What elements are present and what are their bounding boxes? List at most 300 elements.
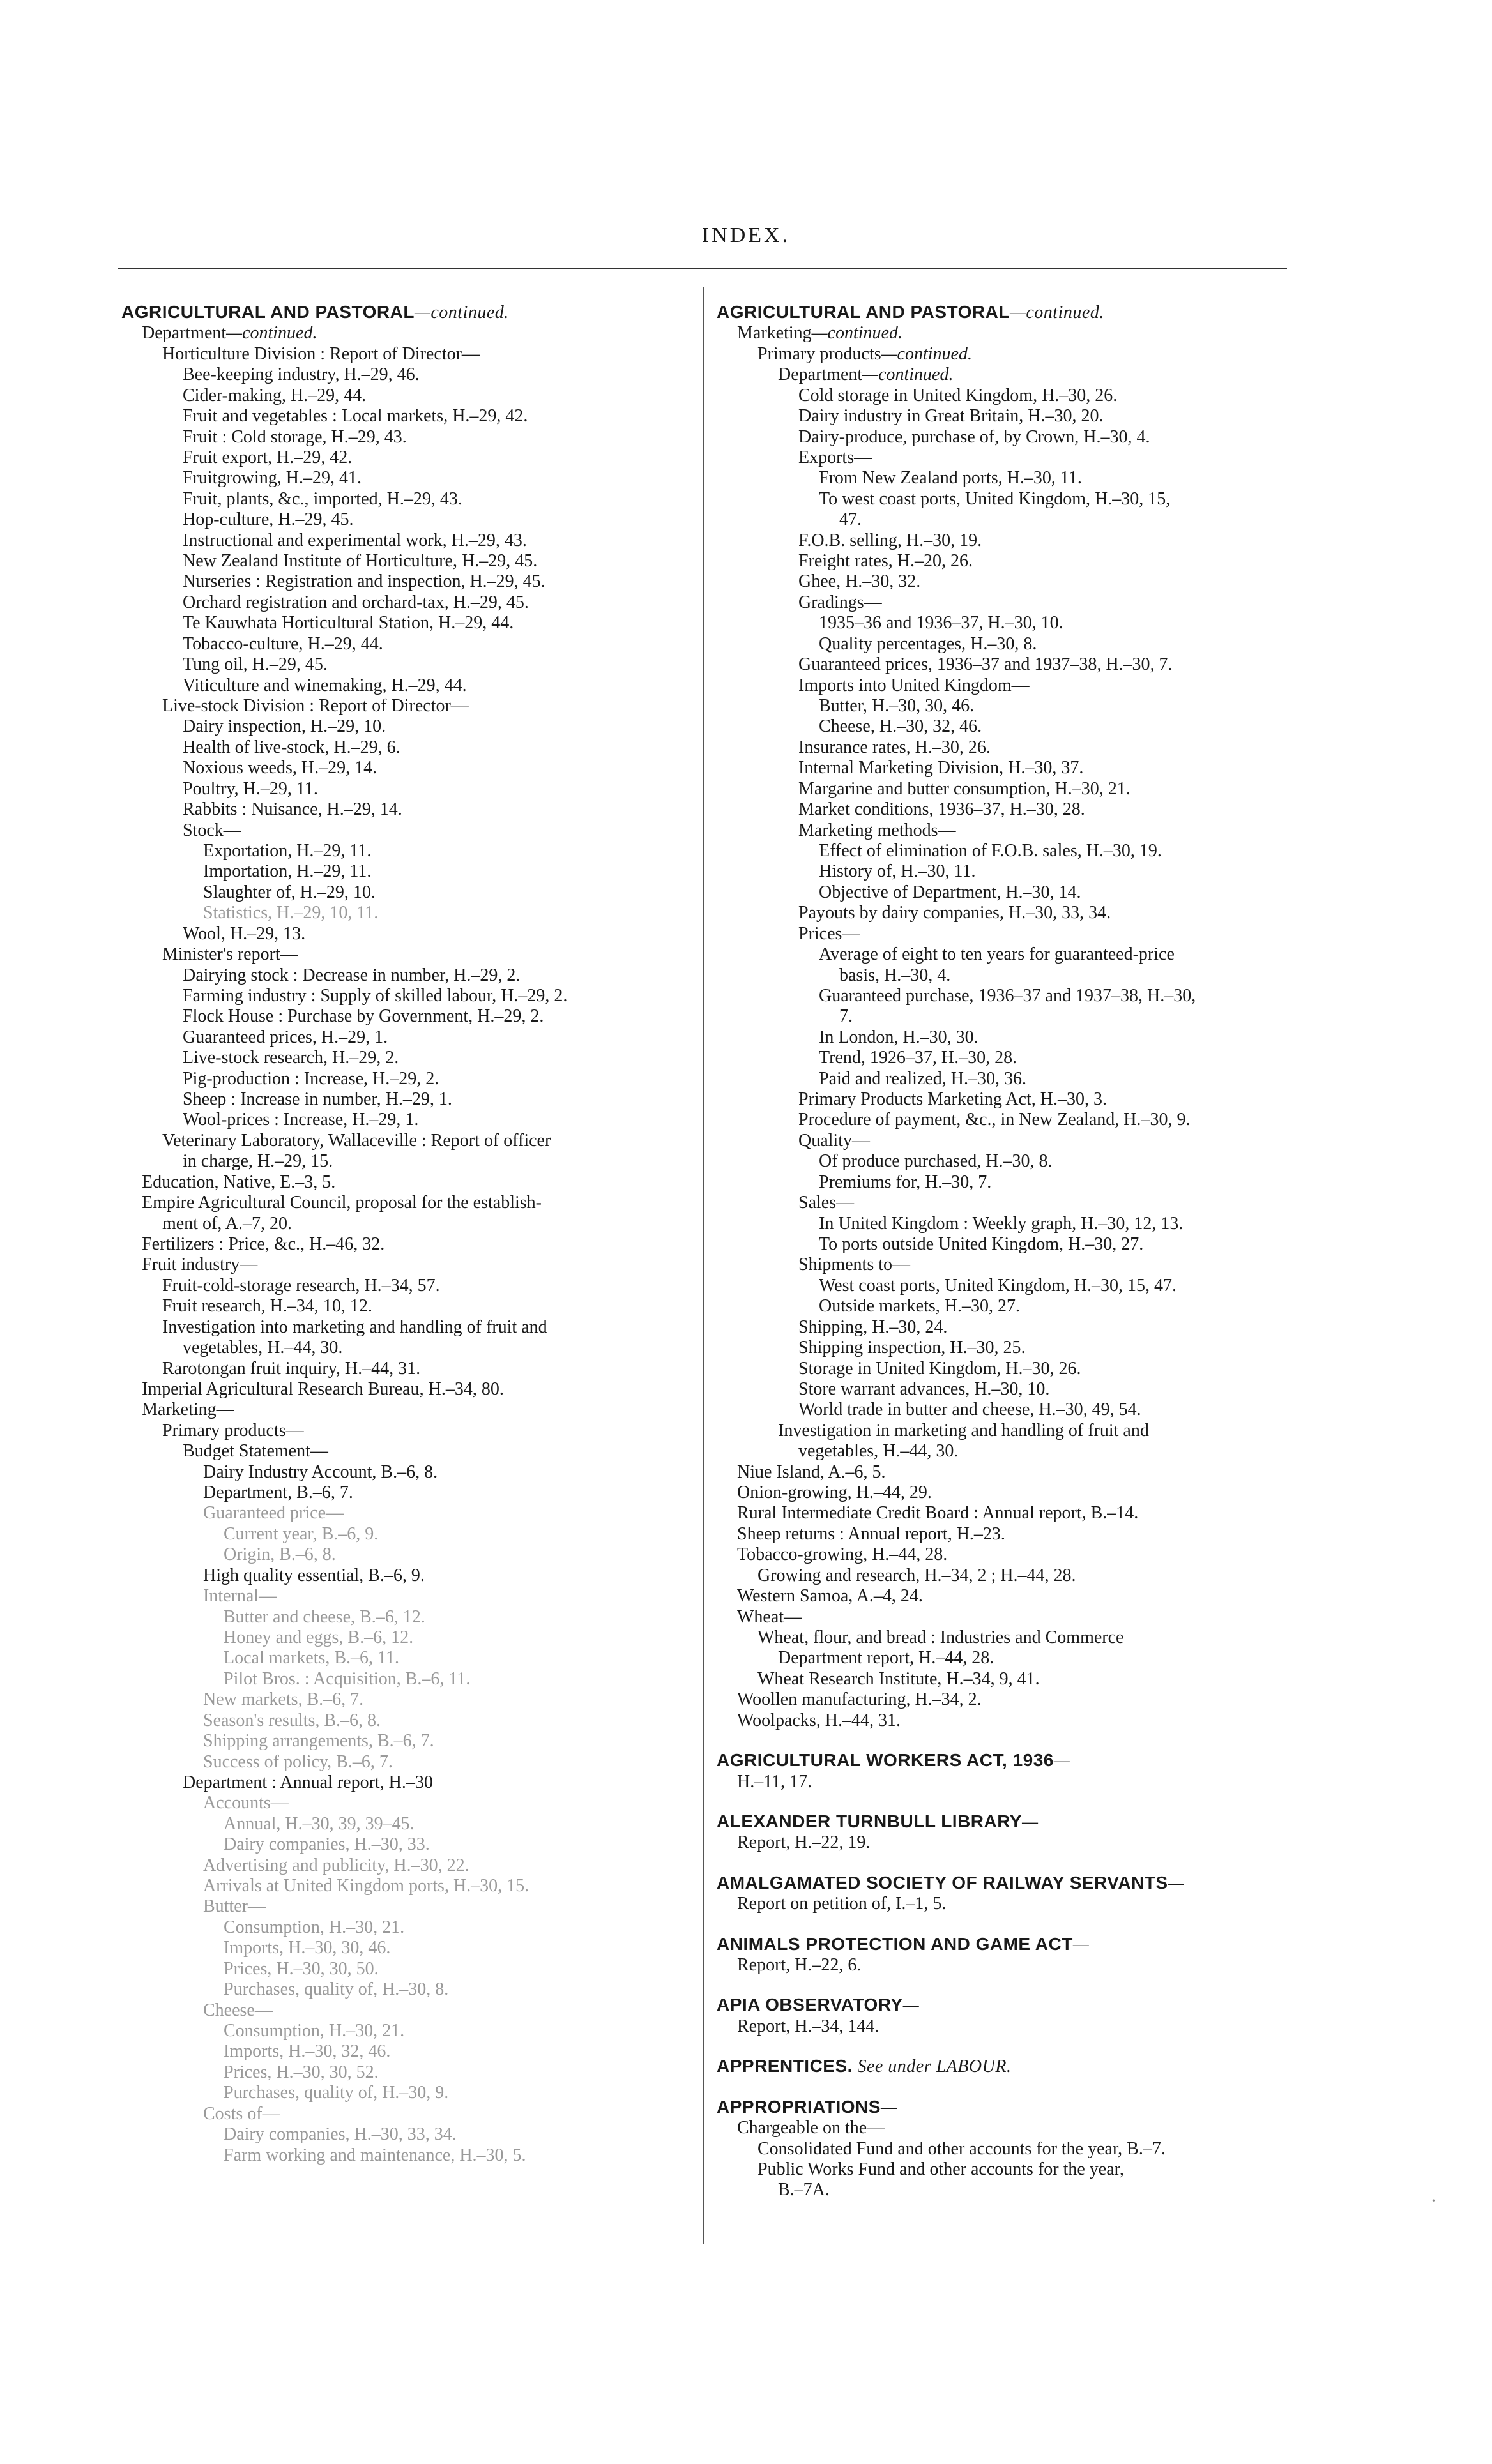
- entry-text: World trade in butter and cheese, H.–30, 49, 54.: [798, 1400, 1141, 1420]
- index-entry: [717, 861, 1291, 882]
- index-entry: [717, 924, 1291, 944]
- entry-text: Horticulture Division : Report of Director—: [162, 344, 480, 364]
- index-entry: [121, 1089, 683, 1110]
- index-entry: [717, 986, 1291, 1006]
- index-entry: [121, 1917, 683, 1938]
- index-entry: [717, 1648, 1291, 1668]
- index-entry: [121, 1317, 683, 1338]
- index-entry: [121, 1896, 683, 1917]
- entry-text: Viticulture and winemaking, H.–29, 44.: [183, 675, 467, 695]
- index-entry: [121, 427, 683, 448]
- entry-text: AMALGAMATED SOCIETY OF RAILWAY SERVANTS: [717, 1872, 1168, 1893]
- index-entry: [121, 1959, 683, 1979]
- index-entry: [717, 2159, 1291, 2180]
- index-entry: [717, 1894, 1291, 1914]
- entry-text: Dairy-produce, purchase of, by Crown, H.–30, 4.: [798, 427, 1150, 447]
- index-entry: [717, 1359, 1291, 1379]
- index-entry: [121, 1483, 683, 1503]
- entry-continuation: —: [1053, 1751, 1070, 1771]
- entry-text: Payouts by dairy companies, H.–30, 33, 34.: [798, 903, 1111, 923]
- entry-text: Fertilizers : Price, &c., H.–46, 32.: [142, 1234, 385, 1254]
- entry-text: Prices—: [798, 923, 860, 944]
- entry-text: APPROPRIATIONS: [717, 2096, 881, 2117]
- index-heading: [717, 2097, 1291, 2118]
- index-entry: [717, 365, 1291, 385]
- index-entry: [121, 779, 683, 799]
- index-entry: [121, 1586, 683, 1606]
- entry-text: Sheep : Increase in number, H.–29, 1.: [183, 1089, 452, 1110]
- index-entry: [121, 1296, 683, 1317]
- entry-text: Current year, B.–6, 9.: [224, 1523, 379, 1544]
- entry-text: Bee-keeping industry, H.–29, 46.: [183, 365, 420, 385]
- entry-text: Department : Annual report, H.–30: [183, 1772, 433, 1792]
- index-entry: [717, 1711, 1291, 1731]
- entry-text: Minister's report—: [162, 944, 298, 965]
- entry-text: APPRENTICES.: [717, 2056, 853, 2076]
- index-entry: [121, 1359, 683, 1379]
- entry-text: Orchard registration and orchard-tax, H.–29, 45.: [183, 592, 529, 612]
- index-entry: [121, 903, 683, 923]
- entry-text: ment of, A.–7, 20.: [162, 1213, 292, 1234]
- entry-text: Guaranteed purchase, 1936–37 and 1937–38, H.–30,: [819, 985, 1196, 1006]
- entry-text: AGRICULTURAL AND PASTORAL: [121, 302, 415, 322]
- index-entry: [121, 1503, 683, 1523]
- index-entry: [121, 613, 683, 633]
- index-entry: [717, 427, 1291, 448]
- index-entry: [717, 1255, 1291, 1275]
- index-entry: [717, 737, 1291, 758]
- index-entry: [717, 489, 1291, 510]
- index-entry: [121, 1648, 683, 1668]
- entry-continuation: —: [1022, 1811, 1039, 1832]
- entry-text: Wheat, flour, and bread : Industries and Commerce: [757, 1628, 1124, 1647]
- entry-text: Western Samoa, A.–4, 24.: [737, 1586, 923, 1606]
- entry-text: Tobacco-growing, H.–44, 28.: [737, 1545, 948, 1565]
- right-column: [717, 302, 1291, 2201]
- page-title: INDEX.: [701, 223, 791, 247]
- index-entry: [121, 1006, 683, 1027]
- index-entry: [717, 965, 1291, 986]
- index-entry: [717, 510, 1291, 530]
- entry-text: F.O.B. selling, H.–30, 19.: [798, 530, 982, 550]
- index-entry: [717, 1048, 1291, 1068]
- entry-text: Empire Agricultural Council, proposal for the establish-: [142, 1193, 542, 1213]
- entry-text: AGRICULTURAL WORKERS ACT, 1936: [717, 1750, 1054, 1771]
- entry-text: B.–7A.: [778, 2180, 830, 2200]
- entry-text: Exportation, H.–29, 11.: [203, 840, 372, 861]
- entry-text: Dairy Industry Account, B.–6, 8.: [203, 1462, 438, 1482]
- entry-text: Primary Products Marketing Act, H.–30, 3.: [798, 1089, 1107, 1110]
- entry-text: Investigation into marketing and handling of fruit and: [162, 1317, 547, 1337]
- index-entry: [717, 1955, 1291, 1976]
- entry-text: Statistics, H.–29, 10, 11.: [203, 903, 379, 923]
- index-entry: [717, 1607, 1291, 1628]
- index-entry: [121, 406, 683, 427]
- entry-text: Live-stock research, H.–29, 2.: [183, 1048, 399, 1068]
- entry-continuation: —: [902, 1995, 920, 2016]
- index-entry: [717, 1089, 1291, 1110]
- index-entry: [717, 654, 1291, 675]
- index-entry: [717, 882, 1291, 903]
- index-entry: [717, 634, 1291, 654]
- index-entry: [717, 551, 1291, 571]
- entry-text: Shipping, H.–30, 24.: [798, 1317, 948, 1337]
- entry-text: Butter and cheese, B.–6, 12.: [224, 1606, 425, 1627]
- index-entry: [121, 882, 683, 903]
- index-entry: [717, 1296, 1291, 1317]
- index-entry: [717, 1400, 1291, 1420]
- index-entry: [717, 1276, 1291, 1296]
- index-entry: [717, 448, 1291, 468]
- entry-text: Hop-culture, H.–29, 45.: [183, 510, 354, 530]
- index-entry: [717, 386, 1291, 406]
- entry-text: Dairy companies, H.–30, 33.: [224, 1834, 430, 1855]
- index-entry: [717, 779, 1291, 799]
- entry-text: Market conditions, 1936–37, H.–30, 28.: [798, 799, 1085, 820]
- index-entry: [121, 1255, 683, 1275]
- entry-text: Butter, H.–30, 30, 46.: [819, 696, 975, 716]
- column-divider: [703, 287, 704, 2244]
- index-entry: [121, 944, 683, 965]
- index-heading: [717, 1750, 1291, 1771]
- index-entry: [717, 344, 1291, 365]
- index-entry: [121, 1731, 683, 1751]
- index-entry: [717, 716, 1291, 737]
- entry-text: Education, Native, E.–3, 5.: [142, 1172, 336, 1192]
- entry-text: Freight rates, H.–20, 26.: [798, 551, 973, 571]
- entry-text: Marketing: [737, 323, 812, 344]
- entry-text: Costs of—: [203, 2103, 280, 2124]
- index-entry: [121, 861, 683, 882]
- entry-text: Primary products: [757, 344, 881, 364]
- entry-continuation: —: [1072, 1934, 1090, 1954]
- entry-continuation: —continued.: [414, 303, 509, 322]
- index-entry: [121, 841, 683, 861]
- entry-text: Outside markets, H.–30, 27.: [819, 1296, 1020, 1317]
- index-entry: [121, 593, 683, 613]
- entry-continuation: —continued.: [226, 323, 317, 344]
- index-entry: [121, 634, 683, 654]
- index-entry: [717, 2016, 1291, 2037]
- entry-text: Tobacco-culture, H.–29, 44.: [183, 633, 383, 654]
- index-entry: [717, 1338, 1291, 1358]
- entry-text: 1935–36 and 1936–37, H.–30, 10.: [819, 613, 1063, 633]
- index-entry: [717, 1772, 1291, 1792]
- index-entry: [717, 1027, 1291, 1048]
- index-entry: [717, 1317, 1291, 1338]
- index-entry: [121, 1566, 683, 1586]
- index-entry: [121, 2041, 683, 2062]
- entry-text: Arrivals at United Kingdom ports, H.–30, 15.: [203, 1876, 529, 1896]
- index-entry: [121, 1607, 683, 1628]
- entry-text: Effect of elimination of F.O.B. sales, H.–30, 19.: [819, 840, 1162, 861]
- entry-text: Store warrant advances, H.–30, 10.: [798, 1379, 1050, 1399]
- index-entry: [121, 1772, 683, 1793]
- index-entry: [717, 676, 1291, 696]
- index-entry: [121, 571, 683, 592]
- header-rule: [118, 268, 1287, 269]
- index-entry: [121, 2104, 683, 2124]
- index-entry: [717, 1421, 1291, 1441]
- entry-text: Paid and realized, H.–30, 36.: [819, 1068, 1027, 1089]
- entry-text: Fruit and vegetables : Local markets, H.–29, 42.: [183, 406, 528, 427]
- entry-text: Fruit export, H.–29, 42.: [183, 447, 353, 467]
- index-entry: [121, 1379, 683, 1400]
- entry-text: Fruit research, H.–34, 10, 12.: [162, 1296, 372, 1317]
- entry-text: in charge, H.–29, 15.: [183, 1151, 333, 1172]
- entry-text: Importation, H.–29, 11.: [203, 861, 372, 882]
- entry-text: Average of eight to ten years for guaranteed-price: [819, 944, 1175, 965]
- entry-text: Dairying stock : Decrease in number, H.–29, 2.: [183, 965, 521, 985]
- entry-text: H.–11, 17.: [737, 1771, 812, 1792]
- index-entry: [121, 1400, 683, 1420]
- index-entry: [717, 531, 1291, 551]
- entry-text: Sales—: [798, 1193, 855, 1213]
- index-entry: [717, 1628, 1291, 1648]
- entry-text: Imports, H.–30, 30, 46.: [224, 1938, 391, 1958]
- index-entry: [717, 406, 1291, 427]
- entry-text: Nurseries : Registration and inspection, H.–29, 45.: [183, 571, 545, 592]
- index-entry: [717, 593, 1291, 613]
- index-entry: [121, 1814, 683, 1834]
- index-entry: [121, 1979, 683, 2000]
- entry-text: 7.: [839, 1006, 853, 1027]
- index-entry: [121, 924, 683, 944]
- index-entry: [121, 1441, 683, 1462]
- index-entry: [717, 1110, 1291, 1130]
- index-entry: [121, 1421, 683, 1441]
- index-entry: [717, 1503, 1291, 1523]
- entry-text: Fruitgrowing, H.–29, 41.: [183, 468, 362, 488]
- entry-text: Margarine and butter consumption, H.–30, 21.: [798, 778, 1130, 799]
- index-entry: [121, 1793, 683, 1813]
- index-entry: [121, 510, 683, 530]
- entry-text: In London, H.–30, 30.: [819, 1027, 978, 1047]
- entry-text: Local markets, B.–6, 11.: [224, 1648, 400, 1668]
- index-entry: [717, 468, 1291, 488]
- index-entry: [717, 2118, 1291, 2138]
- entry-text: New markets, B.–6, 7.: [203, 1689, 364, 1710]
- entry-text: Report, H.–34, 144.: [737, 2016, 879, 2036]
- index-entry: [121, 676, 683, 696]
- entry-text: History of, H.–30, 11.: [819, 861, 976, 882]
- entry-text: Fruit industry—: [142, 1255, 258, 1275]
- entry-text: Investigation in marketing and handling of fruit and: [778, 1420, 1149, 1440]
- index-heading: [717, 1995, 1291, 2016]
- index-entry: [121, 551, 683, 571]
- index-entry: [121, 1110, 683, 1130]
- index-entry: [717, 1669, 1291, 1689]
- index-entry: [121, 1462, 683, 1483]
- entry-continuation: —continued.: [881, 344, 972, 364]
- entry-text: Report, H.–22, 19.: [737, 1833, 871, 1853]
- index-entry: [121, 2124, 683, 2145]
- index-entry: [717, 2180, 1291, 2200]
- entry-text: 47.: [839, 510, 862, 530]
- entry-text: Public Works Fund and other accounts for the year,: [757, 2159, 1124, 2180]
- index-entry: [717, 1483, 1291, 1503]
- index-entry: [121, 489, 683, 510]
- index-entry: [121, 1069, 683, 1089]
- entry-text: Shipping arrangements, B.–6, 7.: [203, 1731, 434, 1751]
- entry-text: Consumption, H.–30, 21.: [224, 1917, 405, 1937]
- index-entry: [717, 944, 1291, 965]
- entry-text: Imports, H.–30, 32, 46.: [224, 2041, 391, 2062]
- index-heading: [717, 1811, 1291, 1833]
- entry-text: Imperial Agricultural Research Bureau, H.–34, 80.: [142, 1379, 504, 1399]
- index-entry: [717, 2139, 1291, 2159]
- entry-text: Report, H.–22, 6.: [737, 1955, 862, 1976]
- entry-text: Shipments to—: [798, 1255, 911, 1275]
- index-entry: [121, 799, 683, 820]
- entry-text: Department: [142, 323, 227, 344]
- entry-text: Live-stock Division : Report of Director—: [162, 696, 469, 716]
- margin-mark: •: [1432, 2196, 1435, 2206]
- index-entry: [121, 1545, 683, 1565]
- entry-text: Consumption, H.–30, 21.: [224, 2021, 405, 2041]
- index-entry: [121, 1193, 683, 1213]
- entry-text: Objective of Department, H.–30, 14.: [819, 882, 1081, 902]
- index-entry: [121, 1234, 683, 1255]
- index-entry: [717, 1214, 1291, 1234]
- index-entry: [121, 323, 683, 344]
- index-entry: [121, 1276, 683, 1296]
- index-entry: [121, 1689, 683, 1710]
- entry-text: Flock House : Purchase by Government, H.–29, 2.: [183, 1006, 544, 1027]
- index-entry: [717, 1379, 1291, 1400]
- index-heading: [717, 302, 1291, 323]
- entry-text: Ghee, H.–30, 32.: [798, 571, 921, 592]
- entry-text: Premiums for, H.–30, 7.: [819, 1172, 992, 1192]
- entry-text: Slaughter of, H.–29, 10.: [203, 882, 376, 902]
- index-entry: [121, 365, 683, 385]
- entry-continuation: —: [1168, 1873, 1185, 1893]
- index-entry: [121, 1628, 683, 1648]
- entry-text: Rabbits : Nuisance, H.–29, 14.: [183, 799, 402, 820]
- index-entry: [121, 1524, 683, 1545]
- entry-continuation: —continued.: [811, 323, 902, 344]
- index-entry: [121, 1151, 683, 1172]
- entry-text: Cheese—: [203, 2000, 273, 2020]
- entry-text: Butter—: [203, 1896, 266, 1917]
- index-entry: [121, 654, 683, 675]
- entry-text: Poultry, H.–29, 11.: [183, 778, 318, 799]
- index-entry: [121, 2083, 683, 2103]
- entry-text: Department: [778, 365, 863, 385]
- entry-text: Accounts—: [203, 1793, 289, 1813]
- entry-text: New Zealand Institute of Horticulture, H.–29, 45.: [183, 551, 538, 571]
- entry-text: Health of live-stock, H.–29, 6.: [183, 737, 400, 757]
- entry-text: Veterinary Laboratory, Wallaceville : Report of officer: [162, 1130, 551, 1151]
- index-entry: [717, 571, 1291, 592]
- entry-text: Purchases, quality of, H.–30, 8.: [224, 1979, 449, 2000]
- entry-text: Shipping inspection, H.–30, 25.: [798, 1338, 1026, 1358]
- index-entry: [121, 1752, 683, 1772]
- entry-text: Consolidated Fund and other accounts for the year, B.–7.: [757, 2138, 1166, 2159]
- entry-text: Wheat—: [737, 1606, 802, 1627]
- index-entry: [717, 1234, 1291, 1255]
- index-entry: [717, 1833, 1291, 1853]
- index-entry: [121, 1214, 683, 1234]
- entry-text: APIA OBSERVATORY: [717, 1995, 903, 2015]
- entry-text: From New Zealand ports, H.–30, 11.: [819, 468, 1082, 488]
- entry-text: Wheat Research Institute, H.–34, 9, 41.: [757, 1668, 1040, 1689]
- index-entry: [717, 1586, 1291, 1606]
- entry-text: Trend, 1926–37, H.–30, 28.: [819, 1048, 1017, 1068]
- entry-text: Fruit : Cold storage, H.–29, 43.: [183, 427, 407, 447]
- entry-text: Dairy industry in Great Britain, H.–30, 20.: [798, 406, 1104, 427]
- entry-text: Noxious weeds, H.–29, 14.: [183, 758, 377, 778]
- entry-text: vegetables, H.–44, 30.: [183, 1338, 343, 1358]
- entry-text: Marketing—: [142, 1400, 234, 1420]
- entry-text: Fruit, plants, &c., imported, H.–29, 43.: [183, 488, 462, 509]
- entry-text: Procedure of payment, &c., in New Zealand, H.–30, 9.: [798, 1110, 1191, 1130]
- entry-text: Sheep returns : Annual report, H.–23.: [737, 1523, 1005, 1544]
- index-entry: [121, 716, 683, 737]
- entry-text: Cold storage in United Kingdom, H.–30, 26.: [798, 385, 1118, 405]
- entry-text: Rarotongan fruit inquiry, H.–44, 31.: [162, 1358, 421, 1379]
- entry-text: Season's results, B.–6, 8.: [203, 1710, 381, 1730]
- entry-text: Niue Island, A.–6, 5.: [737, 1462, 886, 1482]
- index-entry: [121, 1048, 683, 1068]
- entry-text: Department report, H.–44, 28.: [778, 1648, 994, 1668]
- index-entry: [121, 1669, 683, 1689]
- index-heading: [121, 302, 683, 323]
- entry-text: Origin, B.–6, 8.: [224, 1545, 336, 1565]
- index-entry: [121, 1876, 683, 1896]
- entry-text: Honey and eggs, B.–6, 12.: [224, 1628, 414, 1647]
- entry-text: Marketing methods—: [798, 820, 956, 840]
- entry-continuation: See under LABOUR.: [852, 2057, 1012, 2077]
- entry-text: West coast ports, United Kingdom, H.–30, 15, 47.: [819, 1275, 1177, 1296]
- entry-text: Quality—: [798, 1130, 870, 1151]
- entry-text: Primary products—: [162, 1420, 304, 1440]
- entry-text: Department, B.–6, 7.: [203, 1483, 353, 1503]
- entry-text: Rural Intermediate Credit Board : Annual report, B.–14.: [737, 1503, 1139, 1523]
- index-entry: [121, 820, 683, 841]
- index-entry: [121, 1172, 683, 1193]
- index-entry: [121, 468, 683, 488]
- index-entry: [121, 1338, 683, 1358]
- index-entry: [121, 1856, 683, 1876]
- entry-text: Farming industry : Supply of skilled labour, H.–29, 2.: [183, 985, 568, 1006]
- index-entry: [121, 1834, 683, 1855]
- entry-text: Purchases, quality of, H.–30, 9.: [224, 2083, 449, 2103]
- entry-text: Dairy companies, H.–30, 33, 34.: [224, 2124, 457, 2145]
- index-entry: [717, 1131, 1291, 1151]
- entry-continuation: —continued.: [862, 365, 954, 385]
- index-entry: [717, 323, 1291, 344]
- entry-text: High quality essential, B.–6, 9.: [203, 1565, 425, 1585]
- index-entry: [717, 1689, 1291, 1710]
- index-entry: [121, 386, 683, 406]
- entry-continuation: —: [880, 2097, 897, 2117]
- entry-text: Internal Marketing Division, H.–30, 37.: [798, 758, 1084, 778]
- entry-text: Growing and research, H.–34, 2 ; H.–44, 28.: [757, 1565, 1076, 1585]
- entry-text: ANIMALS PROTECTION AND GAME ACT: [717, 1933, 1073, 1954]
- entry-text: To ports outside United Kingdom, H.–30, 27.: [819, 1234, 1144, 1254]
- entry-text: In United Kingdom : Weekly graph, H.–30, 12, 13.: [819, 1213, 1184, 1234]
- index-entry: [717, 758, 1291, 778]
- index-entry: [121, 2062, 683, 2083]
- entry-text: Fruit-cold-storage research, H.–34, 57.: [162, 1275, 440, 1296]
- entry-text: Cider-making, H.–29, 44.: [183, 385, 367, 405]
- index-entry: [121, 1938, 683, 1958]
- entry-text: Prices, H.–30, 30, 50.: [224, 1958, 379, 1979]
- index-entry: [121, 965, 683, 986]
- index-entry: [121, 2145, 683, 2166]
- entry-text: Pilot Bros. : Acquisition, B.–6, 11.: [224, 1668, 471, 1689]
